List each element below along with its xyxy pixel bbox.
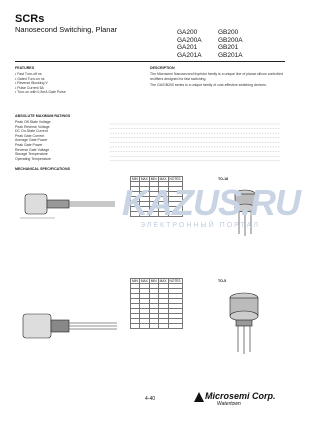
feature-item: • Fast Turn-off ns: [15, 72, 42, 76]
feature-item: • Gated Turn-on ns: [15, 76, 45, 81]
watermark-logo: KAZUS.RU: [122, 182, 300, 223]
part-number: GB201: [218, 44, 239, 51]
rating-row: DC On-State Current: [15, 129, 48, 134]
feature-item: • Pulse Current 5A: [15, 85, 44, 90]
rating-row: Peak Gate Current: [15, 133, 45, 138]
page-title: SCRs: [15, 13, 45, 25]
dimension-table-2: MIN MAX MIN MAX NOTES: [130, 278, 183, 329]
ratings-heading: ABSOLUTE MAXIMUM RATINGS: [15, 114, 71, 118]
part-number: GB200A: [218, 36, 243, 44]
rating-row: Peak Gate Power: [15, 142, 43, 147]
rating-row: Storage Temperature: [15, 152, 48, 157]
to18-outline-icon: [15, 176, 125, 234]
rating-row: Peak Off-State Voltage: [15, 120, 51, 124]
description-para: The Microsemi Nanosecond thyristor family is a unique line of planar silicon controlled rectifiers designed for fast switching.: [150, 72, 283, 81]
description-heading: DESCRIPTION: [150, 66, 175, 70]
watermark-subtext: ЭЛЕКТРОННЫЙ ПОРТАЛ: [140, 222, 260, 229]
mechanical-heading: MECHANICAL SPECIFICATIONS: [15, 167, 70, 171]
part-numbers-col1: [177, 29, 202, 59]
part-number: GA200A: [177, 36, 202, 44]
page-number: 4-40: [145, 396, 156, 402]
features-section: [15, 66, 125, 95]
rating-row: Reverse Gate Voltage: [15, 147, 50, 152]
ratings-section: [15, 114, 285, 161]
to5-3d-icon: [222, 288, 287, 358]
part-number: GB201A: [218, 51, 243, 59]
company-name: Microsemi Corp.: [205, 391, 276, 401]
package-label-2: TO-5: [218, 279, 227, 283]
dimension-table-1: MIN MAX MIN MAX NOTES: [130, 176, 183, 217]
part-number: GB200: [218, 29, 239, 36]
rating-row: Operating Temperature: [15, 156, 51, 161]
company-logo-icon: [194, 392, 204, 402]
ratings-values-graphic: [110, 122, 285, 166]
rating-row: Peak Reverse Voltage: [15, 124, 50, 129]
description-para: The GA/GB200 series is a unique family of cost-effective switching devices.: [150, 83, 267, 88]
part-number: GA201A: [177, 51, 202, 59]
package-label-1: TO-18: [218, 177, 229, 181]
part-number: GA201: [177, 44, 198, 51]
features-heading: FEATURES: [15, 66, 35, 70]
page-subtitle: Nanosecond Switching, Planar: [15, 25, 118, 34]
package-drawing-2: [15, 300, 125, 360]
part-number: GA200: [177, 29, 198, 36]
feature-item: • Reverse Blocking V: [15, 81, 48, 86]
description-section: [150, 66, 285, 88]
feature-item: • Turn-on with 0.5mA Gate Pulse: [15, 90, 66, 95]
header-divider: [15, 61, 285, 62]
rating-row: Average Gate Power: [15, 138, 48, 143]
company-division: Watertown: [217, 401, 241, 407]
ratings-list: [15, 120, 110, 161]
part-numbers-col2: [218, 29, 243, 59]
package-drawing-1: [15, 176, 125, 234]
to5-outline-icon: [15, 300, 125, 360]
